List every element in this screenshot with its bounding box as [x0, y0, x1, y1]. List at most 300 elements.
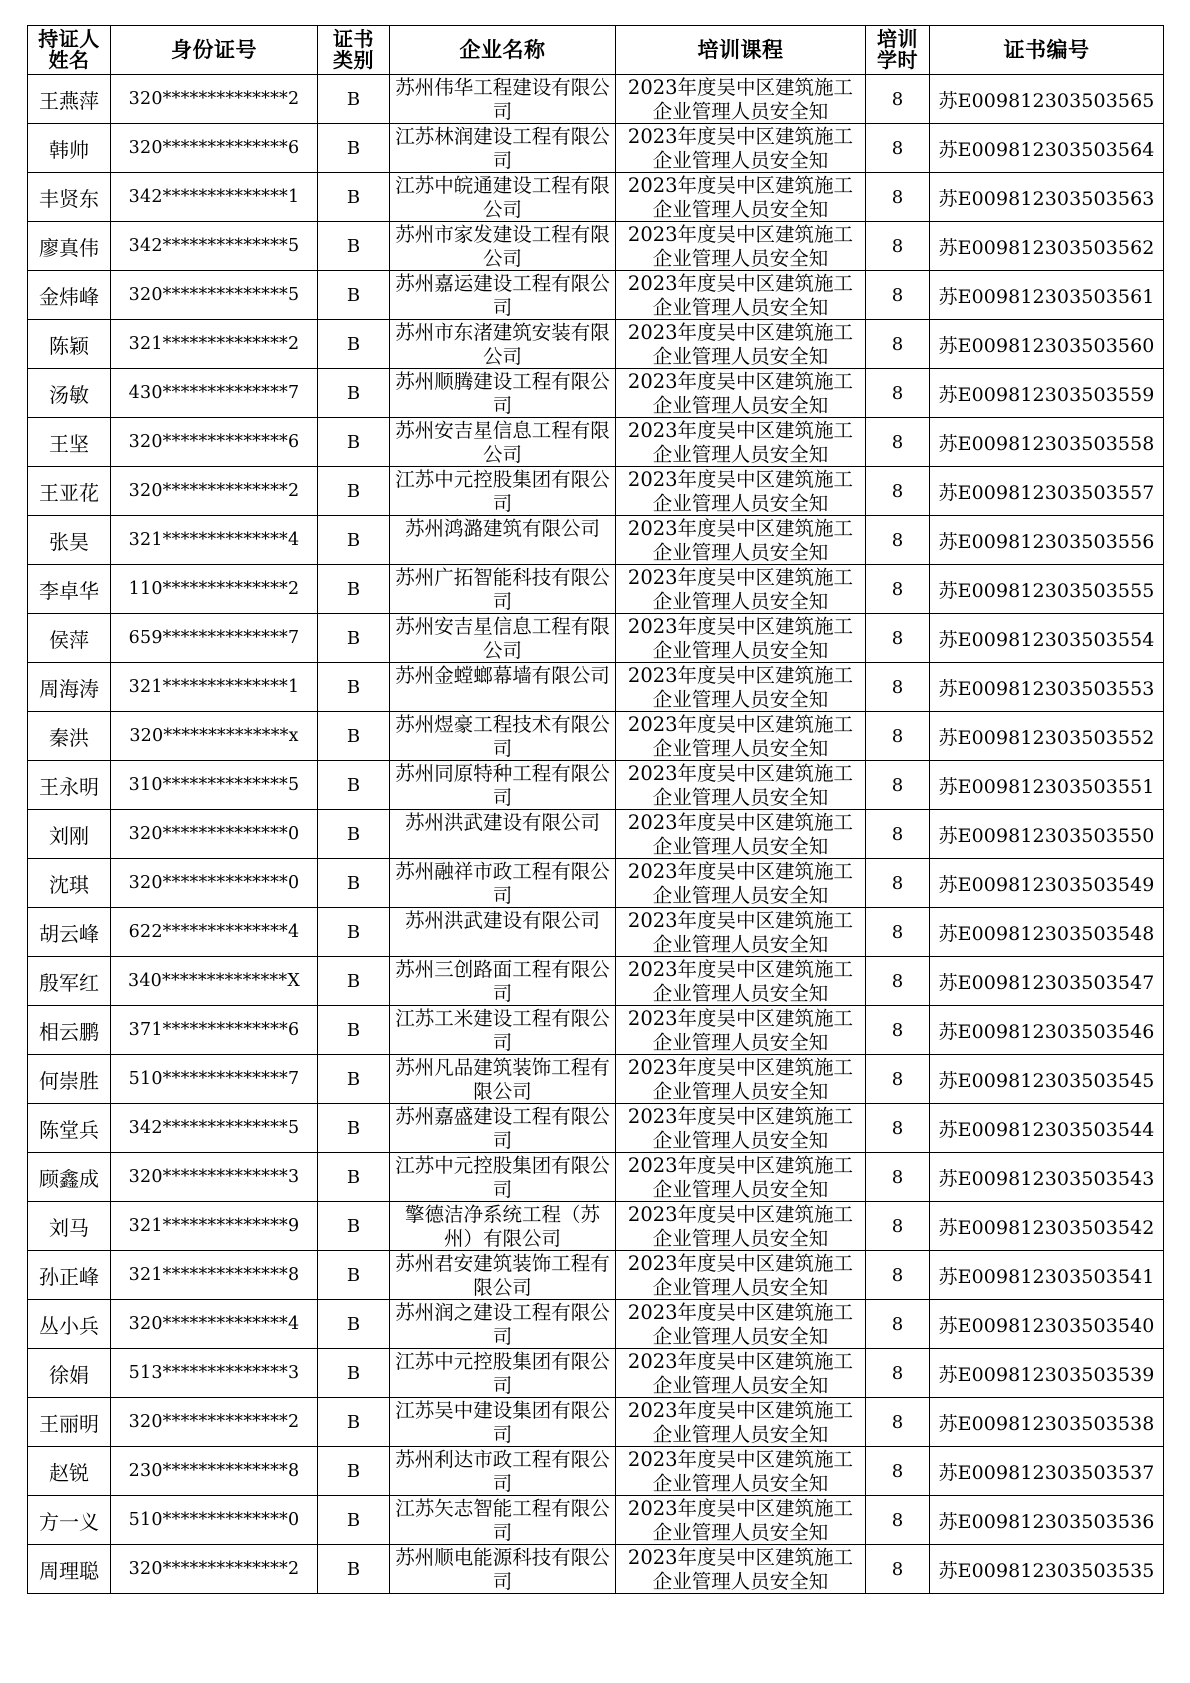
cell-company-name-text: 苏州市东渚建筑安装有限公司 — [395, 320, 610, 368]
cell-cert-type: B — [318, 1153, 390, 1202]
cell-id-number: 320**************2 — [111, 75, 318, 124]
cell-company-name-text: 江苏中元控股集团有限公司 — [395, 1349, 610, 1397]
cell-company-name — [390, 271, 616, 320]
cell-holder-name: 丛小兵 — [28, 1300, 111, 1349]
cell-holder-name: 陈堂兵 — [28, 1104, 111, 1153]
cell-training-course — [616, 663, 866, 712]
cell-company-name — [390, 810, 616, 859]
cell-training-course — [616, 1006, 866, 1055]
cell-company-name — [390, 1055, 616, 1104]
cell-training-course — [616, 1545, 866, 1594]
cell-id-number: 320**************0 — [111, 810, 318, 859]
cell-cert-type: B — [318, 859, 390, 908]
cell-id-number: 622**************4 — [111, 908, 318, 957]
cell-training-course-text: 2023年度吴中区建筑施工企业管理人员安全知 — [627, 1202, 854, 1250]
cell-holder-name: 赵锐 — [28, 1447, 111, 1496]
table-body — [28, 75, 1164, 1594]
cell-training-course — [616, 1251, 866, 1300]
cell-cert-number: 苏E009812303503540 — [930, 1300, 1164, 1349]
cell-training-course — [616, 565, 866, 614]
cell-id-number: 320**************6 — [111, 418, 318, 467]
cell-training-course — [616, 467, 866, 516]
cell-company-name — [390, 1153, 616, 1202]
cell-training-course — [616, 271, 866, 320]
cell-training-course — [616, 712, 866, 761]
cell-cert-type: B — [318, 1202, 390, 1251]
cell-company-name-text: 江苏工米建设工程有限公司 — [395, 1006, 610, 1054]
cell-holder-name: 韩帅 — [28, 124, 111, 173]
cell-company-name-text: 苏州润之建设工程有限公司 — [395, 1300, 610, 1348]
cell-cert-type: B — [318, 908, 390, 957]
cell-company-name-text: 擎德洁净系统工程（苏州）有限公司 — [404, 1202, 600, 1250]
cell-training-course-text: 2023年度吴中区建筑施工企业管理人员安全知 — [627, 957, 854, 1005]
table-row — [28, 467, 1164, 516]
table-header-row — [28, 26, 1164, 75]
cell-company-name — [390, 1300, 616, 1349]
cell-training-hours: 8 — [866, 1202, 930, 1251]
cell-holder-name: 廖真伟 — [28, 222, 111, 271]
cell-training-course-text: 2023年度吴中区建筑施工企业管理人员安全知 — [627, 222, 854, 270]
cell-id-number: 310**************5 — [111, 761, 318, 810]
cell-cert-number: 苏E009812303503563 — [930, 173, 1164, 222]
cell-training-course — [616, 1398, 866, 1447]
cell-training-course-text: 2023年度吴中区建筑施工企业管理人员安全知 — [627, 565, 854, 613]
cell-cert-number: 苏E009812303503539 — [930, 1349, 1164, 1398]
table-row — [28, 1349, 1164, 1398]
cell-id-number: 321**************1 — [111, 663, 318, 712]
cell-company-name — [390, 1251, 616, 1300]
cell-training-course — [616, 957, 866, 1006]
cell-training-course — [616, 75, 866, 124]
cell-training-course-text: 2023年度吴中区建筑施工企业管理人员安全知 — [627, 1496, 854, 1544]
cell-training-hours: 8 — [866, 810, 930, 859]
cell-cert-type: B — [318, 810, 390, 859]
cell-company-name-text: 苏州顺腾建设工程有限公司 — [395, 369, 610, 417]
cell-id-number: 320**************0 — [111, 859, 318, 908]
cell-training-hours: 8 — [866, 859, 930, 908]
cell-holder-name: 汤敏 — [28, 369, 111, 418]
table-row — [28, 1153, 1164, 1202]
cell-holder-name: 丰贤东 — [28, 173, 111, 222]
cell-training-course — [616, 1153, 866, 1202]
cell-cert-type: B — [318, 222, 390, 271]
cell-cert-type: B — [318, 271, 390, 320]
cell-training-course-text: 2023年度吴中区建筑施工企业管理人员安全知 — [627, 320, 854, 368]
cell-cert-type: B — [318, 1496, 390, 1545]
cell-training-hours: 8 — [866, 761, 930, 810]
cell-cert-number: 苏E009812303503553 — [930, 663, 1164, 712]
table-row — [28, 1006, 1164, 1055]
table-row — [28, 1251, 1164, 1300]
cell-company-name-text: 苏州凡品建筑装饰工程有限公司 — [395, 1055, 610, 1103]
cell-cert-type: B — [318, 712, 390, 761]
cell-training-course — [616, 173, 866, 222]
table-row — [28, 1300, 1164, 1349]
cell-cert-number: 苏E009812303503545 — [930, 1055, 1164, 1104]
cell-training-course-text: 2023年度吴中区建筑施工企业管理人员安全知 — [627, 516, 854, 564]
cell-training-course-text: 2023年度吴中区建筑施工企业管理人员安全知 — [627, 1104, 854, 1152]
cell-training-hours: 8 — [866, 418, 930, 467]
cell-id-number: 659**************7 — [111, 614, 318, 663]
cell-training-course — [616, 1104, 866, 1153]
cell-cert-number: 苏E009812303503544 — [930, 1104, 1164, 1153]
cell-company-name-text: 江苏中皖通建设工程有限公司 — [395, 173, 610, 221]
header-cert-type: 证书类别 — [318, 26, 390, 75]
cell-training-hours: 8 — [866, 1300, 930, 1349]
cell-company-name — [390, 957, 616, 1006]
cell-training-course-text: 2023年度吴中区建筑施工企业管理人员安全知 — [627, 761, 854, 809]
cell-training-course — [616, 908, 866, 957]
certificate-table — [27, 25, 1164, 1594]
cell-cert-number: 苏E009812303503541 — [930, 1251, 1164, 1300]
cell-id-number: 321**************2 — [111, 320, 318, 369]
table-row — [28, 1202, 1164, 1251]
cell-training-course-text: 2023年度吴中区建筑施工企业管理人员安全知 — [627, 1300, 854, 1348]
cell-company-name — [390, 565, 616, 614]
cell-company-name — [390, 663, 616, 712]
cell-cert-number: 苏E009812303503562 — [930, 222, 1164, 271]
cell-training-hours: 8 — [866, 712, 930, 761]
cell-cert-type: B — [318, 75, 390, 124]
cell-company-name — [390, 320, 616, 369]
cell-cert-number: 苏E009812303503546 — [930, 1006, 1164, 1055]
cell-holder-name: 方一义 — [28, 1496, 111, 1545]
cell-training-course-text: 2023年度吴中区建筑施工企业管理人员安全知 — [627, 1153, 854, 1201]
cell-id-number: 342**************5 — [111, 1104, 318, 1153]
cell-id-number: 510**************0 — [111, 1496, 318, 1545]
table-row — [28, 908, 1164, 957]
cell-training-hours: 8 — [866, 663, 930, 712]
cell-company-name — [390, 1447, 616, 1496]
cell-id-number: 342**************1 — [111, 173, 318, 222]
cell-company-name — [390, 369, 616, 418]
cell-holder-name: 侯萍 — [28, 614, 111, 663]
cell-id-number: 110**************2 — [111, 565, 318, 614]
cell-cert-type: B — [318, 1349, 390, 1398]
cell-company-name — [390, 173, 616, 222]
cell-training-hours: 8 — [866, 1006, 930, 1055]
header-training-hours: 培训学时 — [866, 26, 930, 75]
cell-company-name-text: 江苏中元控股集团有限公司 — [395, 467, 610, 515]
cell-cert-type: B — [318, 516, 390, 565]
table-row — [28, 75, 1164, 124]
header-company-name: 企业名称 — [390, 26, 616, 75]
cell-training-course-text: 2023年度吴中区建筑施工企业管理人员安全知 — [627, 173, 854, 221]
cell-training-course — [616, 320, 866, 369]
cell-training-course-text: 2023年度吴中区建筑施工企业管理人员安全知 — [627, 75, 854, 123]
cell-training-course — [616, 516, 866, 565]
cell-holder-name: 王永明 — [28, 761, 111, 810]
cell-cert-number: 苏E009812303503550 — [930, 810, 1164, 859]
cell-cert-type: B — [318, 663, 390, 712]
table-row — [28, 761, 1164, 810]
table-row — [28, 1055, 1164, 1104]
cell-id-number: 340**************X — [111, 957, 318, 1006]
cell-training-course — [616, 1202, 866, 1251]
cell-cert-type: B — [318, 467, 390, 516]
cell-cert-type: B — [318, 173, 390, 222]
cell-holder-name: 刘刚 — [28, 810, 111, 859]
cell-training-course — [616, 369, 866, 418]
cell-training-course-text: 2023年度吴中区建筑施工企业管理人员安全知 — [627, 1251, 854, 1299]
cell-training-hours: 8 — [866, 1349, 930, 1398]
cell-cert-type: B — [318, 614, 390, 663]
table-row — [28, 957, 1164, 1006]
cell-training-course-text: 2023年度吴中区建筑施工企业管理人员安全知 — [627, 663, 854, 711]
cell-cert-type: B — [318, 1006, 390, 1055]
cell-cert-type: B — [318, 761, 390, 810]
cell-company-name — [390, 222, 616, 271]
cell-id-number: 510**************7 — [111, 1055, 318, 1104]
cell-cert-number: 苏E009812303503556 — [930, 516, 1164, 565]
cell-holder-name: 王坚 — [28, 418, 111, 467]
table-row — [28, 614, 1164, 663]
cell-training-course-text: 2023年度吴中区建筑施工企业管理人员安全知 — [627, 1398, 854, 1446]
table-row — [28, 1496, 1164, 1545]
cell-company-name — [390, 1545, 616, 1594]
cell-training-course-text: 2023年度吴中区建筑施工企业管理人员安全知 — [627, 1545, 854, 1593]
cell-cert-number: 苏E009812303503537 — [930, 1447, 1164, 1496]
cell-company-name-text: 苏州同原特种工程有限公司 — [395, 761, 610, 809]
table-row — [28, 1447, 1164, 1496]
header-cert-number: 证书编号 — [930, 26, 1164, 75]
cell-cert-number: 苏E009812303503565 — [930, 75, 1164, 124]
table-row — [28, 222, 1164, 271]
cell-training-course-text: 2023年度吴中区建筑施工企业管理人员安全知 — [627, 271, 854, 319]
cell-id-number: 320**************2 — [111, 1398, 318, 1447]
cell-id-number: 371**************6 — [111, 1006, 318, 1055]
cell-training-course-text: 2023年度吴中区建筑施工企业管理人员安全知 — [627, 124, 854, 172]
cell-training-course-text: 2023年度吴中区建筑施工企业管理人员安全知 — [627, 1055, 854, 1103]
cell-cert-number: 苏E009812303503547 — [930, 957, 1164, 1006]
cell-id-number: 230**************8 — [111, 1447, 318, 1496]
cell-company-name-text: 苏州洪武建设有限公司 — [404, 810, 600, 834]
cell-holder-name: 沈琪 — [28, 859, 111, 908]
cell-id-number: 320**************5 — [111, 271, 318, 320]
cell-training-hours: 8 — [866, 1545, 930, 1594]
cell-cert-type: B — [318, 369, 390, 418]
cell-id-number: 320**************2 — [111, 1545, 318, 1594]
cell-cert-type: B — [318, 1398, 390, 1447]
cell-company-name — [390, 1496, 616, 1545]
cell-id-number: 320**************4 — [111, 1300, 318, 1349]
cell-training-hours: 8 — [866, 1153, 930, 1202]
cell-cert-number: 苏E009812303503555 — [930, 565, 1164, 614]
cell-company-name — [390, 1349, 616, 1398]
table-row — [28, 271, 1164, 320]
table-row — [28, 712, 1164, 761]
cell-company-name — [390, 1006, 616, 1055]
cell-training-hours: 8 — [866, 124, 930, 173]
cell-training-hours: 8 — [866, 1398, 930, 1447]
cell-company-name-text: 苏州三创路面工程有限公司 — [395, 957, 610, 1005]
cell-company-name — [390, 1104, 616, 1153]
cell-company-name-text: 江苏中元控股集团有限公司 — [395, 1153, 610, 1201]
cell-training-course — [616, 1447, 866, 1496]
cell-holder-name: 徐娟 — [28, 1349, 111, 1398]
cell-cert-type: B — [318, 1300, 390, 1349]
table-row — [28, 369, 1164, 418]
cell-cert-number: 苏E009812303503536 — [930, 1496, 1164, 1545]
cell-company-name — [390, 614, 616, 663]
cell-training-course-text: 2023年度吴中区建筑施工企业管理人员安全知 — [627, 908, 854, 956]
cell-holder-name: 周理聪 — [28, 1545, 111, 1594]
cell-training-hours: 8 — [866, 1055, 930, 1104]
cell-cert-number: 苏E009812303503561 — [930, 271, 1164, 320]
table-row — [28, 859, 1164, 908]
cell-holder-name: 孙正峰 — [28, 1251, 111, 1300]
table-row — [28, 1104, 1164, 1153]
cell-cert-type: B — [318, 320, 390, 369]
cell-training-course — [616, 1349, 866, 1398]
cell-training-hours: 8 — [866, 271, 930, 320]
cell-company-name — [390, 859, 616, 908]
cell-cert-number: 苏E009812303503552 — [930, 712, 1164, 761]
cell-training-hours: 8 — [866, 516, 930, 565]
cell-company-name — [390, 1398, 616, 1447]
cell-id-number: 321**************4 — [111, 516, 318, 565]
cell-training-course-text: 2023年度吴中区建筑施工企业管理人员安全知 — [627, 1447, 854, 1495]
cell-training-course — [616, 859, 866, 908]
cell-company-name — [390, 124, 616, 173]
cell-holder-name: 王丽明 — [28, 1398, 111, 1447]
cell-training-hours: 8 — [866, 1496, 930, 1545]
cell-holder-name: 张昊 — [28, 516, 111, 565]
cell-company-name-text: 苏州煜豪工程技术有限公司 — [395, 712, 610, 760]
cell-cert-type: B — [318, 124, 390, 173]
cell-id-number: 320**************3 — [111, 1153, 318, 1202]
cell-training-course — [616, 222, 866, 271]
cell-company-name — [390, 75, 616, 124]
header-training-course: 培训课程 — [616, 26, 866, 75]
cell-id-number: 513**************3 — [111, 1349, 318, 1398]
cell-company-name-text: 江苏林润建设工程有限公司 — [395, 124, 610, 172]
cell-company-name-text: 苏州广拓智能科技有限公司 — [395, 565, 610, 613]
cell-cert-number: 苏E009812303503557 — [930, 467, 1164, 516]
cell-training-course-text: 2023年度吴中区建筑施工企业管理人员安全知 — [627, 712, 854, 760]
cell-training-hours: 8 — [866, 1447, 930, 1496]
cell-id-number: 430**************7 — [111, 369, 318, 418]
cell-training-course — [616, 1055, 866, 1104]
table-row — [28, 1545, 1164, 1594]
cell-training-hours: 8 — [866, 1251, 930, 1300]
cell-holder-name: 胡云峰 — [28, 908, 111, 957]
cell-training-course — [616, 418, 866, 467]
cell-company-name-text: 苏州安吉星信息工程有限公司 — [395, 418, 610, 466]
cell-cert-number: 苏E009812303503538 — [930, 1398, 1164, 1447]
cell-training-course-text: 2023年度吴中区建筑施工企业管理人员安全知 — [627, 614, 854, 662]
cell-training-course-text: 2023年度吴中区建筑施工企业管理人员安全知 — [627, 859, 854, 907]
cell-cert-type: B — [318, 1055, 390, 1104]
cell-training-course — [616, 761, 866, 810]
cell-company-name-text: 苏州嘉盛建设工程有限公司 — [395, 1104, 610, 1152]
cell-company-name-text: 苏州安吉星信息工程有限公司 — [395, 614, 610, 662]
cell-training-hours: 8 — [866, 173, 930, 222]
table-row — [28, 1398, 1164, 1447]
cell-training-hours: 8 — [866, 75, 930, 124]
cell-training-hours: 8 — [866, 614, 930, 663]
cell-training-hours: 8 — [866, 957, 930, 1006]
cell-training-hours: 8 — [866, 565, 930, 614]
cell-id-number: 320**************6 — [111, 124, 318, 173]
cell-holder-name: 王燕萍 — [28, 75, 111, 124]
cell-id-number: 321**************8 — [111, 1251, 318, 1300]
cell-holder-name: 何崇胜 — [28, 1055, 111, 1104]
cell-company-name — [390, 467, 616, 516]
cell-cert-type: B — [318, 1447, 390, 1496]
cell-cert-number: 苏E009812303503535 — [930, 1545, 1164, 1594]
cell-training-course — [616, 614, 866, 663]
cell-company-name — [390, 516, 616, 565]
cell-company-name — [390, 908, 616, 957]
cell-cert-number: 苏E009812303503560 — [930, 320, 1164, 369]
cell-holder-name: 王亚花 — [28, 467, 111, 516]
cell-training-course-text: 2023年度吴中区建筑施工企业管理人员安全知 — [627, 1006, 854, 1054]
cell-holder-name: 李卓华 — [28, 565, 111, 614]
cell-company-name-text: 苏州洪武建设有限公司 — [404, 908, 600, 932]
cell-training-course-text: 2023年度吴中区建筑施工企业管理人员安全知 — [627, 418, 854, 466]
cell-holder-name: 刘马 — [28, 1202, 111, 1251]
cell-training-hours: 8 — [866, 369, 930, 418]
cell-holder-name: 周海涛 — [28, 663, 111, 712]
cell-training-course — [616, 124, 866, 173]
table-row — [28, 565, 1164, 614]
cell-training-hours: 8 — [866, 908, 930, 957]
cell-company-name-text: 苏州融祥市政工程有限公司 — [395, 859, 610, 907]
cell-holder-name: 顾鑫成 — [28, 1153, 111, 1202]
cell-cert-type: B — [318, 1545, 390, 1594]
cell-id-number: 320**************x — [111, 712, 318, 761]
cell-training-hours: 8 — [866, 1104, 930, 1153]
cell-company-name — [390, 1202, 616, 1251]
cell-training-course — [616, 1496, 866, 1545]
cell-company-name-text: 江苏吴中建设集团有限公司 — [395, 1398, 610, 1446]
cell-training-course — [616, 1300, 866, 1349]
cell-company-name-text: 苏州伟华工程建设有限公司 — [395, 75, 610, 123]
cell-cert-number: 苏E009812303503558 — [930, 418, 1164, 467]
cell-company-name-text: 苏州利达市政工程有限公司 — [395, 1447, 610, 1495]
cell-cert-number: 苏E009812303503559 — [930, 369, 1164, 418]
table-row — [28, 173, 1164, 222]
cell-cert-number: 苏E009812303503564 — [930, 124, 1164, 173]
cell-cert-number: 苏E009812303503542 — [930, 1202, 1164, 1251]
table-row — [28, 418, 1164, 467]
table-row — [28, 516, 1164, 565]
cell-id-number: 320**************2 — [111, 467, 318, 516]
table-row — [28, 663, 1164, 712]
cell-company-name — [390, 418, 616, 467]
cell-id-number: 342**************5 — [111, 222, 318, 271]
cell-id-number: 321**************9 — [111, 1202, 318, 1251]
table-row — [28, 810, 1164, 859]
header-holder-name: 持证人姓名 — [28, 26, 111, 75]
cell-cert-number: 苏E009812303503551 — [930, 761, 1164, 810]
cell-cert-type: B — [318, 957, 390, 1006]
cell-holder-name: 秦洪 — [28, 712, 111, 761]
table-row — [28, 320, 1164, 369]
cell-company-name-text: 苏州嘉运建设工程有限公司 — [395, 271, 610, 319]
cell-company-name-text: 江苏矢志智能工程有限公司 — [395, 1496, 610, 1544]
cell-training-hours: 8 — [866, 222, 930, 271]
cell-holder-name: 金炜峰 — [28, 271, 111, 320]
cell-cert-type: B — [318, 1251, 390, 1300]
cell-training-hours: 8 — [866, 320, 930, 369]
cell-company-name — [390, 761, 616, 810]
table-row — [28, 124, 1164, 173]
cell-cert-type: B — [318, 418, 390, 467]
cell-cert-type: B — [318, 1104, 390, 1153]
cell-company-name-text: 苏州顺电能源科技有限公司 — [395, 1545, 610, 1593]
